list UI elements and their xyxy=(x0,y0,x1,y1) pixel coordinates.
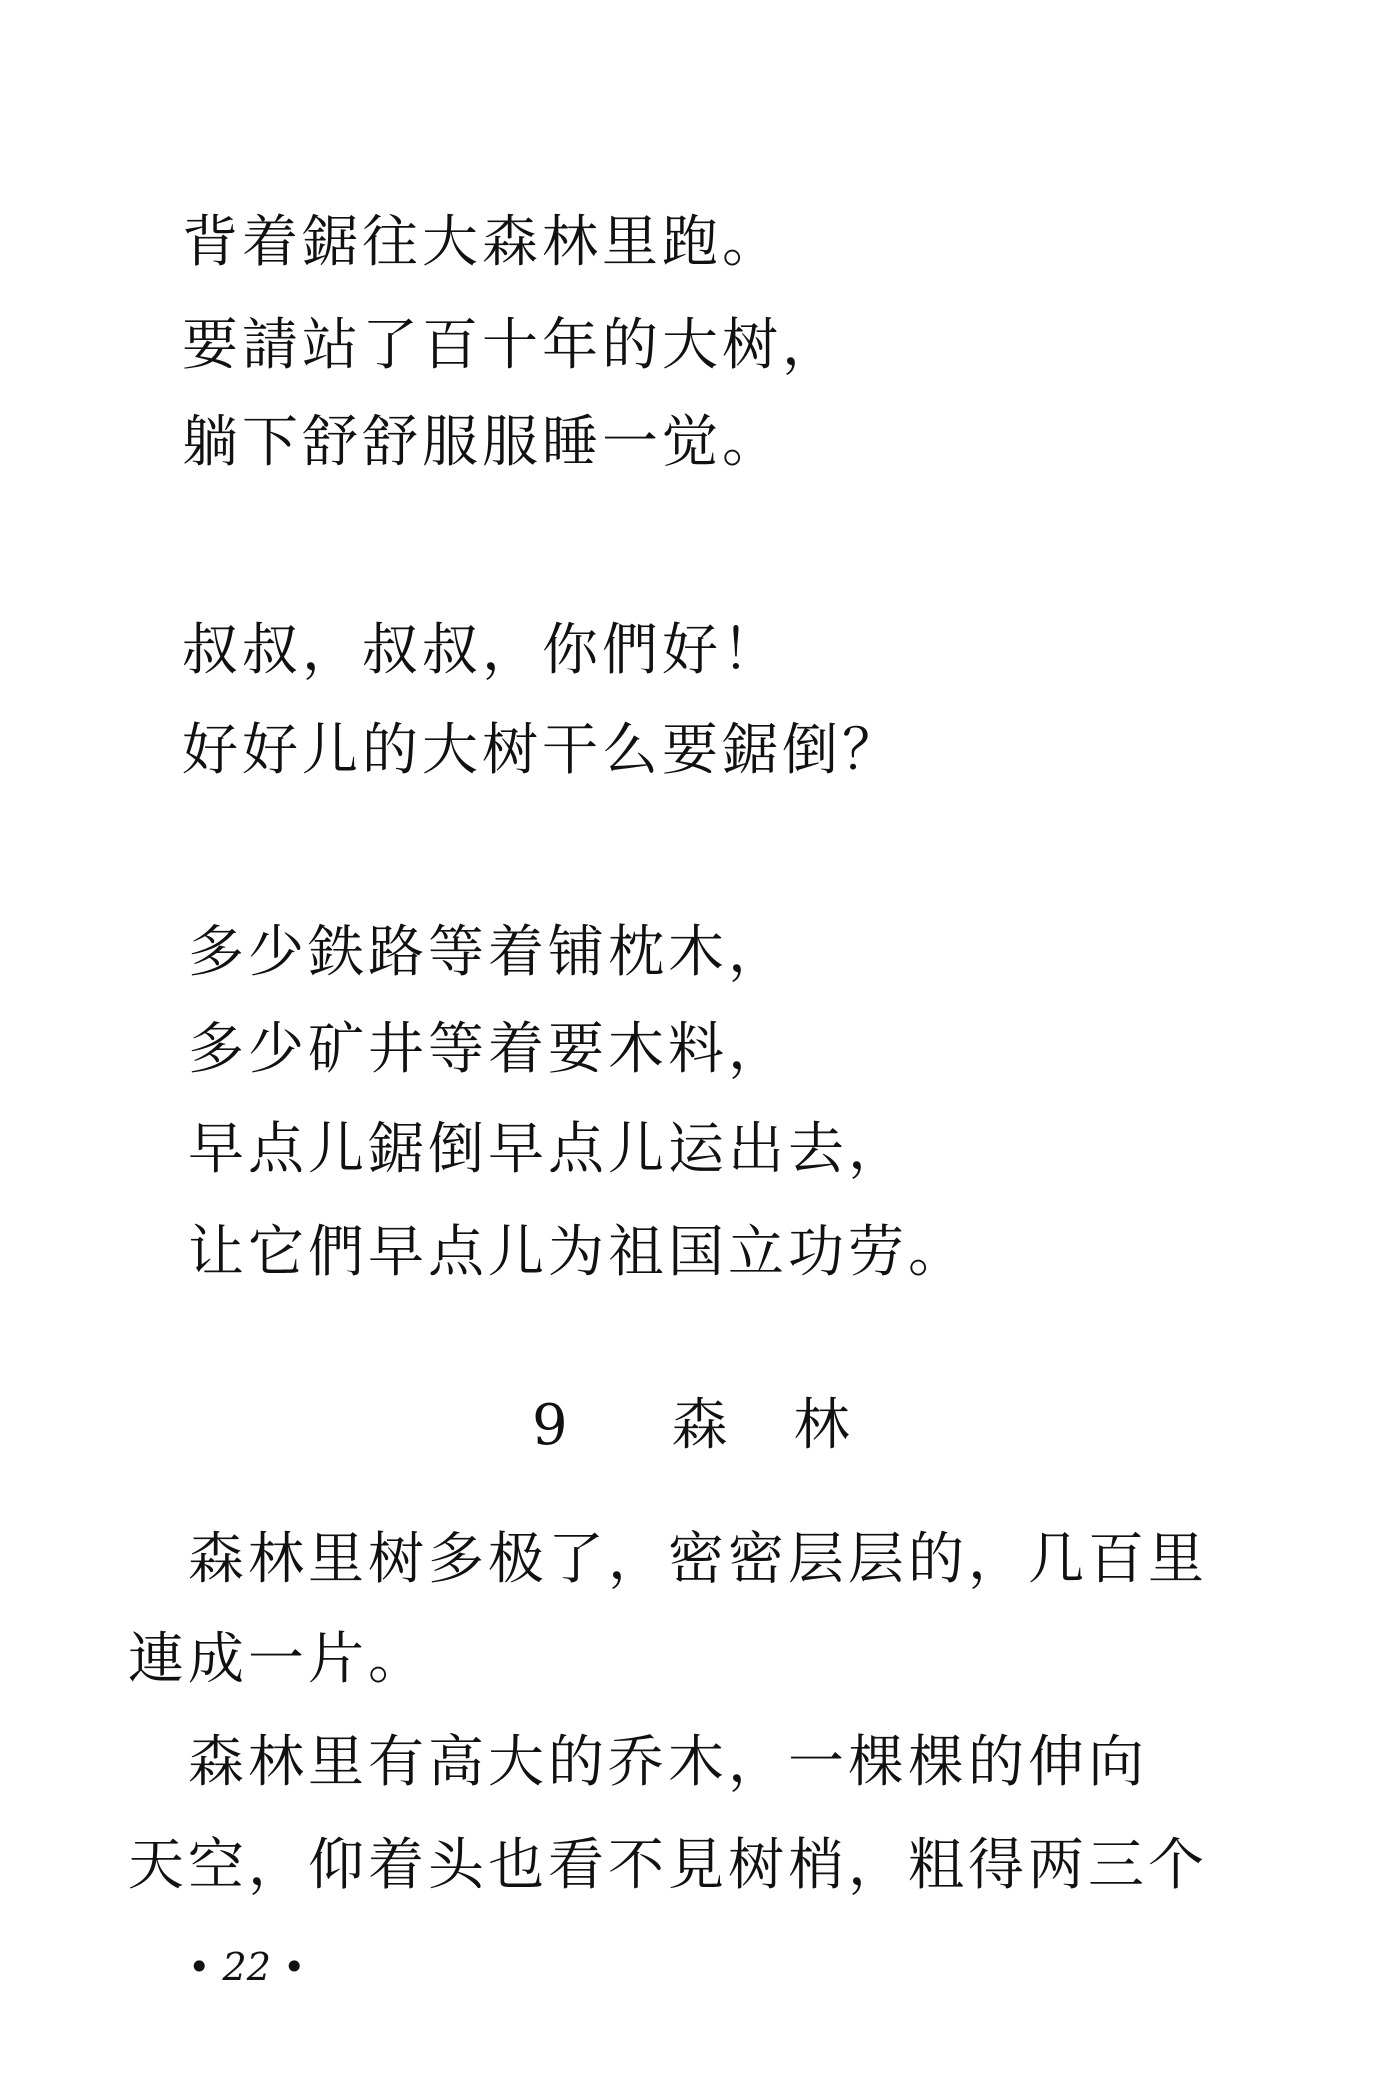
poem-line: 叔叔，叔叔，你們好！ xyxy=(182,618,782,683)
prose-line: 森林里树多极了，密密层层的，几百里 xyxy=(188,1527,1208,1592)
page-footer xyxy=(188,1945,305,1989)
poem-line: 要請站了百十年的大树， xyxy=(182,313,842,378)
section-heading xyxy=(532,1393,850,1458)
poem-line: 早点儿鋸倒早点儿运出去， xyxy=(188,1117,908,1182)
prose-line: 天空，仰着头也看不見树梢，粗得两三个 xyxy=(128,1833,1208,1898)
poem-line: 多少矿井等着要木料， xyxy=(188,1017,788,1082)
prose-line: 森林里有高大的乔木，一棵棵的伸向 xyxy=(188,1730,1148,1795)
poem-line: 让它們早点儿为祖国立功劳。 xyxy=(188,1220,968,1285)
section-number: 9 xyxy=(532,1393,568,1458)
section-title-char: 森 xyxy=(671,1393,728,1458)
poem-line: 多少鉄路等着铺枕木， xyxy=(188,920,788,985)
footer-dot-left: • xyxy=(188,1945,211,1989)
poem-line: 背着鋸往大森林里跑。 xyxy=(182,210,782,275)
poem-line: 好好儿的大树干么要鋸倒？ xyxy=(182,718,902,783)
prose-line: 連成一片。 xyxy=(128,1627,428,1692)
poem-line: 躺下舒舒服服睡一觉。 xyxy=(182,410,782,475)
section-title-char: 林 xyxy=(793,1393,850,1458)
footer-dot-right: • xyxy=(282,1945,306,1989)
page-number: 22 xyxy=(222,1945,271,1989)
